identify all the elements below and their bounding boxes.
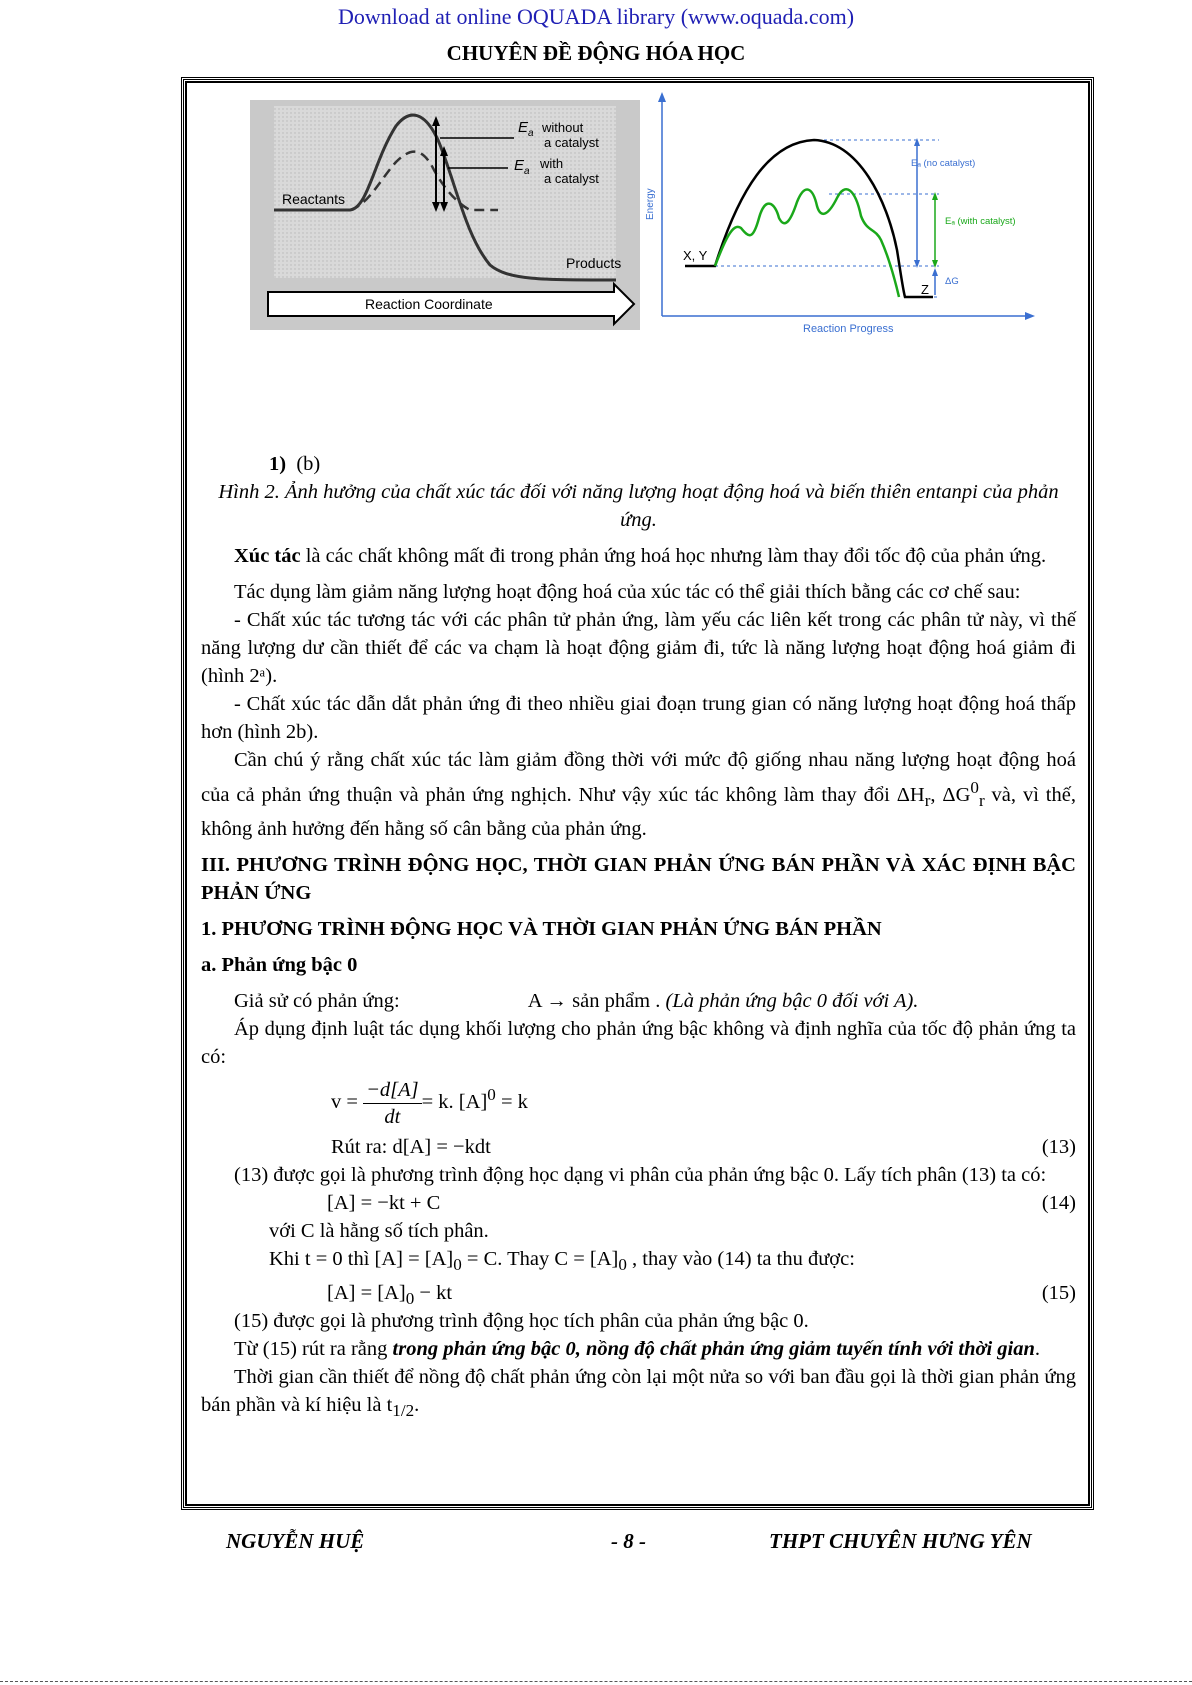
reaction-coordinate-label: Reaction Coordinate <box>365 296 493 312</box>
figure-a-diagram <box>250 100 640 330</box>
content-area <box>201 90 1076 1425</box>
paragraph-mass-action: Áp dụng định luật tác dụng khối lượng cho phản ứng bậc không và định nghĩa của tốc độ phản ứng ta có: <box>201 1017 1076 1068</box>
subsection-heading: 1. PHƯƠNG TRÌNH ĐỘNG HỌC VÀ THỜI GIAN PHẢN ỨNG BÁN PHẦN <box>201 917 882 940</box>
catalyzed-curve-b <box>715 189 899 297</box>
initial-condition: Khi t = 0 thì $[A] = [A]_0 = C$. Thay $C = [A]_0$ , thay vào (14) ta thu được: <box>269 1247 855 1275</box>
reactants-label: Reactants <box>282 191 346 207</box>
footer-page-number: - 8 - <box>611 1529 646 1553</box>
figure-row <box>201 90 1076 340</box>
reaction-statement: Giả sử có phản ứng: A → sản phẩm . (Là phản ứng bậc 0 đối với A). <box>234 989 919 1012</box>
paragraph-differential: (13) được gọi là phương trình động học dạng vi phân của phản ứng bậc 0. Lấy tích phân (13) ta có: <box>234 1163 1047 1186</box>
download-link[interactable]: Download at online OQUADA library (www.oquada.com) <box>337 4 855 29</box>
paragraph-mechanisms-intro: Tác dụng làm giảm năng lượng hoạt động hoá của xúc tác có thể giải thích bằng các cơ chế sau: <box>234 581 1021 603</box>
ea-with-catalyst-label: Eₐ (with catalyst) <box>945 216 1016 227</box>
progress-axis-label: Reaction Progress <box>803 323 894 335</box>
paragraph-mechanism-2: - Chất xúc tác dẫn dắt phản ứng đi theo nhiều giai đoạn trung gian có năng lượng hoạt động hoá thấp hơn (hình 2b). <box>201 693 1076 743</box>
ea-no-catalyst-label: Eₐ (no catalyst) <box>911 158 976 169</box>
uncatalyzed-curve-b <box>685 140 933 297</box>
paragraph-mechanism-1: - Chất xúc tác tương tác với các phân tử phản ứng, làm yếu các liên kết trong các phân tử này, vì thế năng lượng dư cần thiết để các va chạm là hoạt động giảm đi, tức là năng lượng hoạt động hoá giảm đi (hình 2ᵃ). <box>201 609 1076 687</box>
delta-g-label: ΔG <box>945 276 959 287</box>
equation-13: Rút ra: d[A] = −kdt (13) <box>331 1135 1076 1158</box>
footer-author: NGUYỄN HUỆ <box>226 1529 365 1553</box>
products-label: Products <box>566 255 622 271</box>
xy-label: X, Y <box>683 248 708 263</box>
ea-with-label-1: with <box>540 156 564 171</box>
equation-15: $[A] = [A]_0$ − kt (15) <box>327 1282 1076 1309</box>
subsubsection-heading: a. Phản ứng bậc 0 <box>201 953 358 976</box>
z-label: Z <box>921 282 929 297</box>
ea-with-symbol: E <box>514 157 525 174</box>
ea-with-label-2: a catalyst <box>544 171 599 186</box>
paragraph-linear-decrease: Từ (15) rút ra rằng trong phản ứng bậc 0, nồng độ chất phản ứng giảm tuyến tính với thời gian. <box>234 1338 1041 1361</box>
svg-text:a: a <box>524 166 530 177</box>
paragraph-integral-form: (15) được gọi là phương trình động học tích phân của phản ứng bậc 0. <box>234 1310 809 1333</box>
figure-b-diagram <box>629 90 1039 335</box>
rate-equation: v = $\frac{-d[A]}{dt}$ = k. $[A]^0 = k$ <box>331 1078 528 1128</box>
bottom-divider <box>0 1681 1192 1684</box>
integration-constant-note: với C là hằng số tích phân. <box>269 1219 489 1242</box>
ea-without-label-2: a catalyst <box>544 135 599 150</box>
energy-axis-label: Energy <box>645 188 656 220</box>
ea-without-label-1: without <box>542 120 584 135</box>
svg-text:a: a <box>528 128 534 139</box>
rate-fraction: $\frac{-d[A]}{dt}$ <box>363 1077 422 1130</box>
paragraph-equilibrium-note: Cần chú ý rằng chất xúc tác làm giảm đồng thời với mức độ giống nhau năng lượng hoạt động hoá của cả phản ứng thuận và phản ứng nghịch. Như vậy xúc tác không làm thay đổi $\Delta H_r$, $\Delta G^0_r$ và, vì thế, không ảnh hưởng đến hằng số cân bằng của phản ứng. <box>201 749 1076 840</box>
document-title: CHUYÊN ĐỀ ĐỘNG HÓA HỌC <box>446 41 746 65</box>
section-heading: III. PHƯƠNG TRÌNH ĐỘNG HỌC, THỜI GIAN PHẢN ỨNG BÁN PHẦN VÀ XÁC ĐỊNH BẬC PHẢN ỨNG <box>201 853 1076 904</box>
footer-school: THPT CHUYÊN HƯNG YÊN <box>769 1529 1032 1553</box>
figure-subcaption: 1) (b) <box>269 453 321 475</box>
figure-caption: Hình 2. Ảnh hưởng của chất xúc tác đối với năng lượng hoạt động hoá và biến thiên entanpi của phản ứng. <box>218 481 1059 531</box>
paragraph-half-life: Thời gian cần thiết để nồng độ chất phản ứng còn lại một nửa so với ban đầu gọi là thời gian phản ứng bán phần và kí hiệu là $t_{1/2}$. <box>201 1366 1076 1421</box>
ea-without-symbol: E <box>518 119 529 136</box>
paragraph-catalyst-definition: Xúc tác là các chất không mất đi trong phản ứng hoá học nhưng làm thay đổi tốc độ của phản ứng. <box>234 545 1047 567</box>
equation-14: [A] = −kt + C (14) <box>327 1191 1076 1214</box>
